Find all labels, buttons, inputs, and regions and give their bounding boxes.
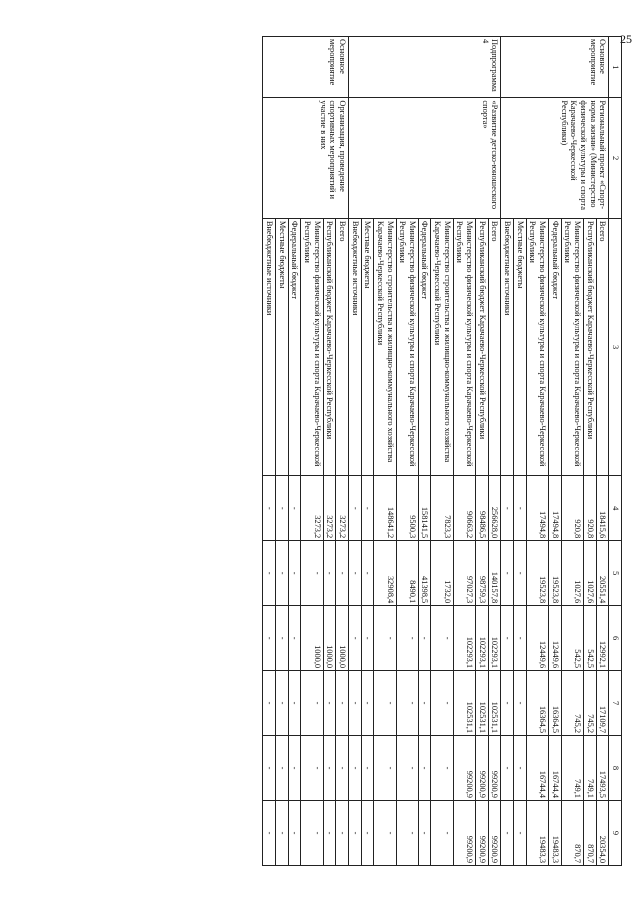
value-cell: - (396, 606, 418, 671)
value-cell: - (288, 736, 301, 801)
value-cell: - (514, 671, 527, 736)
value-cell: - (323, 541, 336, 606)
value-cell: 920,8 (584, 476, 597, 541)
value-cell: 17493,5 (596, 736, 609, 801)
value-cell: 18415,6 (596, 476, 609, 541)
value-cell: - (288, 800, 301, 865)
value-cell: 542,5 (561, 606, 583, 671)
value-cell: - (336, 800, 349, 865)
column-header: 3 (609, 218, 622, 475)
column-header: 1 (609, 37, 622, 98)
value-cell: 3273,2 (336, 476, 349, 541)
value-cell: 98759,3 (476, 541, 489, 606)
source-label-cell: Федеральный бюджет (418, 218, 431, 475)
column-header: 9 (609, 800, 622, 865)
table-row (488, 37, 501, 866)
value-cell: - (501, 800, 514, 865)
source-label-cell: Местные бюджеты (514, 218, 527, 475)
value-cell: 102293,1 (476, 606, 489, 671)
value-cell: - (263, 541, 276, 606)
value-cell: - (336, 671, 349, 736)
value-cell: 1732,0 (431, 541, 453, 606)
value-cell: 99200,9 (488, 736, 501, 801)
source-label-cell: Всего (488, 218, 501, 475)
value-cell: - (374, 671, 396, 736)
value-cell: 90663,2 (453, 476, 475, 541)
source-label-cell: Внебюджетные источники (263, 218, 276, 475)
funding-table (262, 36, 622, 866)
group-type-cell: Основное мероприятие (501, 37, 609, 98)
value-cell: - (323, 736, 336, 801)
value-cell: - (301, 800, 323, 865)
value-cell: - (396, 671, 418, 736)
source-label-cell: Министерство строительства и жилищно-коммунального хозяйства Карачаево-Черкесской Республики (374, 218, 396, 475)
value-cell: 256628,0 (488, 476, 501, 541)
value-cell: 745,2 (561, 671, 583, 736)
value-cell: - (275, 800, 288, 865)
value-cell: 140157,8 (488, 541, 501, 606)
value-cell: 99200,9 (476, 736, 489, 801)
source-label-cell: Министерство строительства и жилищно-коммунального хозяйства Карачаево-Черкесской Республики (431, 218, 453, 475)
source-label-cell: Министерство физической культуры и спорта Карачаево-Черкесской Республики (453, 218, 475, 475)
value-cell: - (336, 736, 349, 801)
source-label-cell: Местные бюджеты (361, 218, 374, 475)
value-cell: - (514, 800, 527, 865)
value-cell: 1027,6 (561, 541, 583, 606)
value-cell: - (431, 606, 453, 671)
value-cell: - (361, 671, 374, 736)
value-cell: - (514, 541, 527, 606)
value-cell: - (275, 541, 288, 606)
value-cell: - (323, 800, 336, 865)
table-row (336, 37, 349, 866)
value-cell: 20551,4 (596, 541, 609, 606)
value-cell: - (361, 606, 374, 671)
value-cell: - (348, 606, 361, 671)
source-label-cell: Всего (336, 218, 349, 475)
column-header: 2 (609, 98, 622, 218)
value-cell: 19523,8 (526, 541, 548, 606)
value-cell: 41398,5 (418, 541, 431, 606)
source-label-cell: Внебюджетные источники (348, 218, 361, 475)
value-cell: 12449,6 (549, 606, 562, 671)
value-cell: - (263, 476, 276, 541)
value-cell: - (418, 671, 431, 736)
value-cell: 16364,5 (549, 671, 562, 736)
value-cell: 98486,5 (476, 476, 489, 541)
value-cell: 19483,3 (526, 800, 548, 865)
value-cell: - (263, 606, 276, 671)
value-cell: - (396, 736, 418, 801)
value-cell: 920,8 (561, 476, 583, 541)
value-cell: 158141,5 (418, 476, 431, 541)
value-cell: 12992,1 (596, 606, 609, 671)
source-label-cell: Министерство физической культуры и спорта Карачаево-Черкесской Республики (396, 218, 418, 475)
value-cell: 17494,8 (526, 476, 548, 541)
value-cell: - (288, 541, 301, 606)
value-cell: 1027,6 (584, 541, 597, 606)
value-cell: - (288, 476, 301, 541)
value-cell: 97027,3 (453, 541, 475, 606)
group-title-cell: Организация, проведение спортивных мероприятий и участие в них (263, 98, 349, 218)
value-cell: - (275, 671, 288, 736)
source-label-cell: Местные бюджеты (275, 218, 288, 475)
value-cell: - (431, 671, 453, 736)
value-cell: 16744,4 (526, 736, 548, 801)
source-label-cell: Министерство физической культуры и спорта Карачаево-Черкесской Республики (526, 218, 548, 475)
value-cell: 102531,1 (453, 671, 475, 736)
value-cell: - (396, 800, 418, 865)
value-cell: - (361, 476, 374, 541)
value-cell: - (301, 671, 323, 736)
value-cell: - (501, 736, 514, 801)
value-cell: - (348, 476, 361, 541)
group-type-cell: Основное мероприятие (263, 37, 349, 98)
value-cell: - (501, 476, 514, 541)
value-cell: - (288, 671, 301, 736)
source-label-cell: Министерство физической культуры и спорта Карачаево-Черкесской Республики (561, 218, 583, 475)
value-cell: - (374, 606, 396, 671)
value-cell: - (361, 736, 374, 801)
value-cell: 99200,9 (453, 800, 475, 865)
value-cell: - (418, 606, 431, 671)
value-cell: 102531,1 (488, 671, 501, 736)
value-cell: - (301, 736, 323, 801)
source-label-cell: Республиканский бюджет Карачаево-Черкесской Республики (323, 218, 336, 475)
value-cell: 1000,0 (301, 606, 323, 671)
source-label-cell: Республиканский бюджет Карачаево-Черкесской Республики (476, 218, 489, 475)
source-label-cell: Федеральный бюджет (549, 218, 562, 475)
value-cell: - (361, 541, 374, 606)
value-cell: - (275, 606, 288, 671)
value-cell: 749,1 (561, 736, 583, 801)
group-title-cell: Региональный проект «Спорт-норма жизни» (Министерство физической культуры и спорта Карачаево-Черкесской Республики) (501, 98, 609, 218)
value-cell: 749,1 (584, 736, 597, 801)
value-cell: - (275, 476, 288, 541)
value-cell: - (361, 800, 374, 865)
table-row (596, 37, 609, 866)
value-cell: - (514, 736, 527, 801)
value-cell: 3273,2 (323, 476, 336, 541)
column-header: 5 (609, 541, 622, 606)
value-cell: - (301, 541, 323, 606)
column-header: 7 (609, 671, 622, 736)
value-cell: 148641,2 (374, 476, 396, 541)
value-cell: - (348, 800, 361, 865)
group-title-cell: «Развитие детско-юношеского спорта» (348, 98, 501, 218)
source-label-cell: Республиканский бюджет Карачаево-Черкесской Республики (584, 218, 597, 475)
value-cell: 19483,3 (549, 800, 562, 865)
page-number: 25 (620, 32, 632, 46)
value-cell: 17494,8 (549, 476, 562, 541)
column-header: 6 (609, 606, 622, 671)
value-cell: 870,7 (561, 800, 583, 865)
value-cell: 17109,7 (596, 671, 609, 736)
value-cell: 542,5 (584, 606, 597, 671)
value-cell: - (323, 671, 336, 736)
value-cell: - (336, 541, 349, 606)
value-cell: - (263, 800, 276, 865)
value-cell: 1000,0 (336, 606, 349, 671)
value-cell: 8490,1 (396, 541, 418, 606)
header-row (609, 37, 622, 866)
value-cell: - (288, 606, 301, 671)
value-cell: - (431, 800, 453, 865)
value-cell: 102293,1 (453, 606, 475, 671)
value-cell: 99200,9 (476, 800, 489, 865)
value-cell: - (263, 671, 276, 736)
value-cell: - (348, 736, 361, 801)
value-cell: - (374, 800, 396, 865)
value-cell: 19523,8 (549, 541, 562, 606)
source-label-cell: Внебюджетные источники (501, 218, 514, 475)
column-header: 4 (609, 476, 622, 541)
value-cell: - (501, 606, 514, 671)
source-label-cell: Всего (596, 218, 609, 475)
value-cell: - (374, 736, 396, 801)
value-cell: - (275, 736, 288, 801)
value-cell: 20354,0 (596, 800, 609, 865)
column-header: 8 (609, 736, 622, 801)
value-cell: 7823,3 (431, 476, 453, 541)
value-cell: - (514, 476, 527, 541)
source-label-cell: Федеральный бюджет (288, 218, 301, 475)
value-cell: - (348, 671, 361, 736)
value-cell: - (431, 736, 453, 801)
value-cell: 99200,9 (488, 800, 501, 865)
value-cell: - (514, 606, 527, 671)
value-cell: 1000,0 (323, 606, 336, 671)
value-cell: 32908,4 (374, 541, 396, 606)
value-cell: - (501, 671, 514, 736)
value-cell: - (348, 541, 361, 606)
value-cell: 102293,1 (488, 606, 501, 671)
source-label-cell: Министерство физической культуры и спорта Карачаево-Черкесской Республики (301, 218, 323, 475)
value-cell: - (263, 736, 276, 801)
value-cell: 12449,6 (526, 606, 548, 671)
value-cell: 16364,5 (526, 671, 548, 736)
value-cell: 99200,9 (453, 736, 475, 801)
table-body (263, 37, 609, 866)
value-cell: - (418, 800, 431, 865)
value-cell: 16744,4 (549, 736, 562, 801)
value-cell: - (418, 736, 431, 801)
value-cell: 102531,1 (476, 671, 489, 736)
value-cell: - (501, 541, 514, 606)
value-cell: 745,2 (584, 671, 597, 736)
value-cell: 9500,3 (396, 476, 418, 541)
value-cell: 3273,2 (301, 476, 323, 541)
rotated-table-container (62, 36, 622, 866)
value-cell: 870,7 (584, 800, 597, 865)
group-type-cell: Подпрограмма 4 (348, 37, 501, 98)
